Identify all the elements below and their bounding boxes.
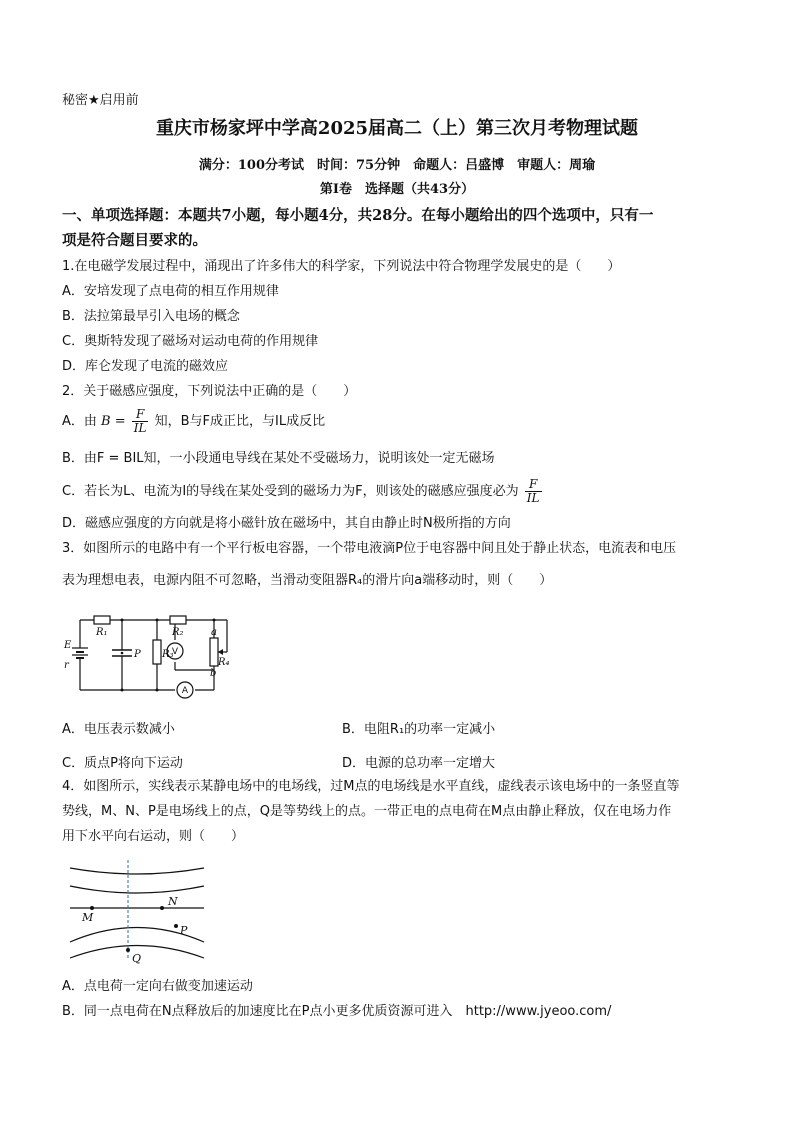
label-Q: Q [132,952,142,965]
q4-option-a: A．点电荷一定向右做变加速运动 [62,979,253,994]
q2-c-fraction [525,478,542,505]
label-b: b [210,668,217,679]
q2-a-suffix: 知，B与F成正比，与IL成反比 [154,414,326,429]
q4-option-b-text: B．同一点电荷在N点释放后的加速度比在P点小 [62,1004,336,1019]
q2-option-d: D．磁感应强度的方向就是将小磁针放在磁场中，其自由静止时N极所指的方向 [62,516,511,531]
label-R1: R₁ [96,627,108,638]
exam-info: 满分：100分考试 时间：75分钟 命题人：吕盛博 审题人：周瑜 [198,158,596,173]
watermark-link[interactable]: 更多优质资源可进入 http://www.jyeoo.com/ [335,1004,612,1019]
q4-field-diagram [62,858,222,968]
q2-c-numerator: F [525,478,542,492]
q4-stem-line3: 用下水平向右运动，则（ ） [62,829,245,844]
label-P: P [134,649,141,660]
label-r: r [64,660,69,671]
q2-a-prefix: A．由 [62,414,97,429]
volume-heading: 第Ⅰ卷 选择题（共43分） [319,182,475,197]
q3-option-d: D．电源的总功率一定增大 [342,756,496,771]
q3-stem-line2: 表为理想电表，电源内阻不可忽略，当滑动变阻器R₄的滑片向a端移动时，则（ ） [62,573,553,588]
q1-option-a: A．安培发现了点电荷的相互作用规律 [62,284,279,299]
label-E: E [64,640,72,651]
label-M: M [82,911,94,924]
section-heading-line1: 一、单项选择题：本题共7小题，每小题4分，共28分。在每小题给出的四个选项中，只有一 [62,207,654,224]
q2-a-equation: B = [101,414,126,429]
q3-stem-line1: 3．如图所示的电路中有一个平行板电容器，一个带电液滴P位于电容器中间且处于静止状态，电流表和电压 [62,541,677,556]
q3-option-c: C．质点P将向下运动 [62,756,183,771]
secret-label: 秘密★启用前 [62,93,139,108]
q3-option-a: A．电压表示数减小 [62,722,175,737]
q1-stem: 1.在电磁学发展过程中，涌现出了许多伟大的科学家，下列说法中符合物理学发展史的是（ ） [62,259,621,274]
q2-option-b: B．由F = BIL知，一小段通电导线在某处不受磁场力，说明该处一定无磁场 [62,451,495,466]
ammeter-label: A [181,686,189,696]
q4-stem-line2: 势线，M、N、P是电场线上的点，Q是等势线上的点。一带正电的点电荷在M点由静止释放，仅在电场力作 [62,804,672,819]
q2-stem: 2．关于磁感应强度，下列说法中正确的是（ ） [62,384,357,399]
q4-option-b [62,1003,611,1021]
q4-stem-line1: 4．如图所示，实线表示某静电场中的电场线，过M点的电场线是水平直线，虚线表示该电场中的一条竖直等 [62,779,680,794]
page-title: 重庆市杨家坪中学高2025届高二（上）第三次月考物理试题 [155,118,639,139]
label-R2: R₂ [172,627,184,638]
label-R4: R₄ [218,657,230,668]
q2-option-c [62,478,544,505]
q3-option-b: B．电阻R₁的功率一定减小 [342,722,496,737]
q2-a-numerator: F [132,408,149,422]
q2-option-a [62,408,325,435]
q3-circuit-diagram [62,610,242,702]
q2-a-denominator: IL [133,421,147,435]
q1-option-b: B．法拉第最早引入电场的概念 [62,309,240,324]
q2-c-text: C．若长为L、电流为I的导线在某处受到的磁场力为F，则该处的磁感应强度必为 [62,484,519,499]
label-a: a [211,627,217,638]
label-N: N [168,895,178,908]
section-heading-line2: 项是符合题目要求的。 [62,232,207,249]
q1-option-c: C．奥斯特发现了磁场对运动电荷的作用规律 [62,334,319,349]
label-R3: R₃ [162,649,174,660]
q1-option-d: D．库仑发现了电流的磁效应 [62,359,229,374]
voltmeter-label: V [171,647,179,657]
label-P4: P [180,924,188,937]
q2-a-fraction [132,408,149,435]
q2-c-denominator: IL [526,491,540,505]
